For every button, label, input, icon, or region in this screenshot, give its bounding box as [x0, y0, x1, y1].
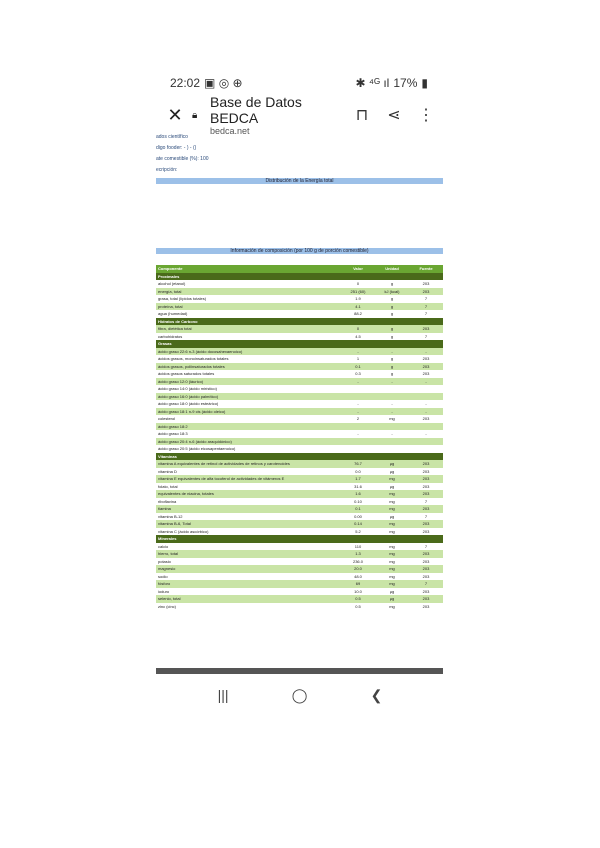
cell-component: vitamina E equivalentes de alfa tocoferol de actividades de vitámeros E — [156, 475, 341, 483]
cell-value: 0.5 — [341, 595, 375, 603]
cell-source: 7 — [409, 303, 443, 311]
cell-value — [341, 273, 375, 281]
cell-unit: µg — [375, 595, 409, 603]
cell-unit: - — [375, 348, 409, 356]
cell-value — [341, 438, 375, 446]
cell-unit: mg — [375, 490, 409, 498]
group-row — [156, 340, 443, 348]
cell-unit — [375, 385, 409, 393]
table-row — [156, 288, 443, 296]
cell-component: ioduro — [156, 588, 341, 596]
cell-unit: mg — [375, 603, 409, 611]
table-row — [156, 415, 443, 423]
cell-source: - — [409, 348, 443, 356]
table-row — [156, 408, 443, 416]
cell-source: 203 — [409, 415, 443, 423]
table-row — [156, 460, 443, 468]
cell-source: - — [409, 378, 443, 386]
cell-component: grasa, total (lípidos totales) — [156, 295, 341, 303]
cell-component: vitamina A equivalentes de retinol de actividades de retinos y carotenoides — [156, 460, 341, 468]
cell-component: vitamina B-12 — [156, 513, 341, 521]
table-row — [156, 513, 443, 521]
table-row — [156, 483, 443, 491]
cell-component: vitamina B-6, Total — [156, 520, 341, 528]
table-row — [156, 333, 443, 341]
cell-value: 88.2 — [341, 310, 375, 318]
cell-unit: mg — [375, 573, 409, 581]
cell-value: 1 — [341, 355, 375, 363]
cell-value: 1.3 — [341, 550, 375, 558]
table-row — [156, 520, 443, 528]
cell-component: tiamina — [156, 505, 341, 513]
cell-unit: g — [375, 363, 409, 371]
cell-component: alcohol (etanol) — [156, 280, 341, 288]
cell-source — [409, 438, 443, 446]
cell-value: 0.1 — [341, 363, 375, 371]
header-componente: Componente — [156, 265, 341, 273]
info-line: ecripción: — [156, 167, 178, 173]
cell-value: 0.0 — [341, 468, 375, 476]
cell-component: fósforo — [156, 580, 341, 588]
cell-component: equivalentes de niacina, totales — [156, 490, 341, 498]
cell-source: - — [409, 400, 443, 408]
table-row — [156, 528, 443, 536]
cell-source — [409, 318, 443, 326]
cell-component: ácido graso 18:0 (ácido esteárico) — [156, 400, 341, 408]
cell-value: 0 — [341, 280, 375, 288]
cell-value: 4.5 — [341, 333, 375, 341]
table-row — [156, 355, 443, 363]
cell-source: 203 — [409, 603, 443, 611]
table-header — [156, 265, 443, 273]
notification-icons: ▣ ◎ ⊕ — [204, 76, 243, 90]
cell-unit: - — [375, 378, 409, 386]
cell-value: 20.0 — [341, 565, 375, 573]
cell-unit: - — [375, 430, 409, 438]
cell-source — [409, 535, 443, 543]
info-line: digo fooder: - ) - () — [156, 145, 197, 151]
cell-value: - — [341, 378, 375, 386]
cell-component: ácido graso 14:0 (ácido mirístico) — [156, 385, 341, 393]
cell-component: ácido graso 18:3 — [156, 430, 341, 438]
cell-component: Vitaminas — [156, 453, 341, 461]
cell-value: 236.0 — [341, 558, 375, 566]
cell-value: 5.2 — [341, 528, 375, 536]
cell-value: 1.6 — [341, 490, 375, 498]
share-icon[interactable]: ⋖ — [387, 107, 401, 124]
cell-source: 203 — [409, 595, 443, 603]
cell-unit: g — [375, 370, 409, 378]
cell-value: 0.5 — [341, 603, 375, 611]
cell-value: 1.9 — [341, 295, 375, 303]
cell-unit — [375, 393, 409, 401]
cell-value: 10.0 — [341, 588, 375, 596]
table-row — [156, 438, 443, 446]
cell-source — [409, 273, 443, 281]
cell-unit — [375, 423, 409, 431]
cell-value: - — [341, 408, 375, 416]
table-row — [156, 595, 443, 603]
cell-source — [409, 385, 443, 393]
info-line[interactable]: ados científico — [156, 134, 188, 140]
group-row — [156, 535, 443, 543]
cell-component: ácido graso 20:4 n-6 (ácido araquidónico) — [156, 438, 341, 446]
cell-unit: kJ (kcal) — [375, 288, 409, 296]
cell-value: 0.3 — [341, 370, 375, 378]
cell-source: 7 — [409, 310, 443, 318]
page-footer-bar — [156, 668, 443, 674]
cell-source: 203 — [409, 288, 443, 296]
cell-unit: g — [375, 295, 409, 303]
table-row — [156, 295, 443, 303]
table-row — [156, 378, 443, 386]
cell-unit — [375, 318, 409, 326]
more-options-icon[interactable]: ⋮ — [418, 107, 434, 124]
table-row — [156, 400, 443, 408]
group-row — [156, 453, 443, 461]
table-row — [156, 280, 443, 288]
cell-source: 203 — [409, 588, 443, 596]
cell-unit: g — [375, 310, 409, 318]
table-row — [156, 393, 443, 401]
cell-component: magnesio — [156, 565, 341, 573]
cell-component: ácidos grasos, poliinsaturados totales — [156, 363, 341, 371]
cell-unit: mg — [375, 505, 409, 513]
page-title-area[interactable] — [210, 94, 346, 137]
cell-source: 203 — [409, 565, 443, 573]
cell-source: 203 — [409, 460, 443, 468]
cell-unit — [375, 438, 409, 446]
cell-component: riboflavina — [156, 498, 341, 506]
cell-value — [341, 393, 375, 401]
table-row — [156, 468, 443, 476]
cell-source: - — [409, 408, 443, 416]
bookmark-icon[interactable]: ⊓ — [355, 107, 369, 124]
cell-source: 203 — [409, 573, 443, 581]
cell-source: 203 — [409, 468, 443, 476]
cell-component: calcio — [156, 543, 341, 551]
table-row — [156, 475, 443, 483]
table-row — [156, 325, 443, 333]
table-row — [156, 498, 443, 506]
table-row — [156, 550, 443, 558]
cell-source: 7 — [409, 543, 443, 551]
cell-unit: g — [375, 280, 409, 288]
navigation-bar — [186, 680, 414, 710]
cell-source: 203 — [409, 483, 443, 491]
cell-source: 7 — [409, 513, 443, 521]
cell-source: 203 — [409, 280, 443, 288]
cell-component: Hidratos de Carbono — [156, 318, 341, 326]
cell-source: 203 — [409, 550, 443, 558]
table-row — [156, 573, 443, 581]
table-row — [156, 490, 443, 498]
cell-source: 7 — [409, 498, 443, 506]
table-row — [156, 423, 443, 431]
cell-source: 203 — [409, 528, 443, 536]
cell-component: ácidos grasos, monoinsaturados totales — [156, 355, 341, 363]
cell-unit: mg — [375, 498, 409, 506]
clock: 22:02 — [170, 76, 201, 90]
recent-apps-icon[interactable]: ||| — [217, 687, 229, 703]
cell-value: - — [341, 430, 375, 438]
table-row — [156, 385, 443, 393]
cell-component: zinc (cinc) — [156, 603, 341, 611]
cell-unit: mg — [375, 415, 409, 423]
cell-source: 203 — [409, 325, 443, 333]
cell-component: selenio, total — [156, 595, 341, 603]
table-row — [156, 588, 443, 596]
cell-value — [341, 453, 375, 461]
cell-value — [341, 340, 375, 348]
cell-source — [409, 340, 443, 348]
table-row — [156, 565, 443, 573]
header-unidad: Unidad — [375, 265, 409, 273]
cell-unit — [375, 535, 409, 543]
cell-component: carbohidratos — [156, 333, 341, 341]
cell-unit: g — [375, 333, 409, 341]
cell-unit: mg — [375, 475, 409, 483]
page-title: Base de Datos BEDCA — [210, 93, 302, 126]
cell-value: 0.14 — [341, 520, 375, 528]
cell-value: 251 (60) — [341, 288, 375, 296]
cell-unit: - — [375, 408, 409, 416]
cell-unit: mg — [375, 580, 409, 588]
cell-component: ácido graso 18:1 n-9 cis (ácido oleico) — [156, 408, 341, 416]
cell-source: 7 — [409, 333, 443, 341]
cell-component: ácido graso 18:2 — [156, 423, 341, 431]
cell-component: folato, total — [156, 483, 341, 491]
cell-component: Proximales — [156, 273, 341, 281]
cell-source: 203 — [409, 505, 443, 513]
cell-unit: µg — [375, 513, 409, 521]
cell-source: 203 — [409, 558, 443, 566]
cell-source — [409, 393, 443, 401]
cell-source: 7 — [409, 580, 443, 588]
table-row — [156, 580, 443, 588]
cell-source: 203 — [409, 490, 443, 498]
cell-unit — [375, 453, 409, 461]
table-row — [156, 543, 443, 551]
cell-unit: mg — [375, 520, 409, 528]
cell-value — [341, 445, 375, 453]
cell-unit: µg — [375, 588, 409, 596]
info-line: ate comestible (%): 100 — [156, 156, 209, 162]
composition-heading: Información de composición (por 100 g de porción comestible) — [156, 248, 443, 254]
cell-value — [341, 423, 375, 431]
cell-value: 110 — [341, 543, 375, 551]
cell-value: 76.7 — [341, 460, 375, 468]
page-url: bedca.net — [210, 125, 250, 136]
cell-component: colesterol — [156, 415, 341, 423]
back-icon[interactable]: ❮ — [370, 686, 383, 703]
cell-component: proteína, total — [156, 303, 341, 311]
table-row — [156, 430, 443, 438]
table-row — [156, 505, 443, 513]
cell-component: ácido graso 16:0 (ácido palmítico) — [156, 393, 341, 401]
cell-source: - — [409, 430, 443, 438]
cell-unit: mg — [375, 550, 409, 558]
cell-unit — [375, 445, 409, 453]
cell-value: 69 — [341, 580, 375, 588]
cell-unit: g — [375, 325, 409, 333]
cell-value: - — [341, 400, 375, 408]
cell-component: Grasas — [156, 340, 341, 348]
cell-value — [341, 318, 375, 326]
cell-unit: g — [375, 303, 409, 311]
cell-value: 31.6 — [341, 483, 375, 491]
table-row — [156, 310, 443, 318]
cell-value: 0.1 — [341, 505, 375, 513]
table-row — [156, 303, 443, 311]
close-icon[interactable]: ✕ — [167, 104, 183, 125]
cell-source — [409, 453, 443, 461]
cell-component: hierro, total — [156, 550, 341, 558]
header-fuente: Fuente — [409, 265, 443, 273]
food-info — [156, 132, 443, 176]
cell-component: Minerales — [156, 535, 341, 543]
cell-component: energía, total — [156, 288, 341, 296]
table-row — [156, 603, 443, 611]
cell-unit: mg — [375, 528, 409, 536]
cell-component: fibra, dietética total — [156, 325, 341, 333]
cell-component: ácidos grasos saturados totales — [156, 370, 341, 378]
cell-source: 203 — [409, 355, 443, 363]
cell-value: - — [341, 348, 375, 356]
battery-icon: ▮ — [421, 76, 428, 90]
group-row — [156, 273, 443, 281]
cell-component: ácido graso 12:0 (láurico) — [156, 378, 341, 386]
cell-unit: - — [375, 400, 409, 408]
cell-source: 203 — [409, 520, 443, 528]
battery-level: 17% — [393, 76, 418, 90]
table-row — [156, 348, 443, 356]
home-icon[interactable]: ◯ — [291, 686, 308, 703]
composition-table — [156, 265, 443, 610]
cell-source — [409, 423, 443, 431]
cell-value: 0 — [341, 325, 375, 333]
cell-value: 4.1 — [341, 303, 375, 311]
lock-icon: 🔒︎ — [192, 109, 198, 121]
cell-component: ácido graso 22:6 n-3 (ácido docosahexaenoico) — [156, 348, 341, 356]
cell-unit: µg — [375, 483, 409, 491]
cell-value — [341, 535, 375, 543]
status-bar — [170, 74, 432, 92]
group-row — [156, 318, 443, 326]
cell-component: potasio — [156, 558, 341, 566]
table-row — [156, 363, 443, 371]
cell-value: 2 — [341, 415, 375, 423]
cell-unit: µg — [375, 468, 409, 476]
cell-source: 203 — [409, 475, 443, 483]
cell-source — [409, 445, 443, 453]
header-valor: Valor — [341, 265, 375, 273]
cell-value: 0.10 — [341, 498, 375, 506]
cell-unit: mg — [375, 565, 409, 573]
cell-unit: mg — [375, 558, 409, 566]
cell-source: 7 — [409, 295, 443, 303]
cell-source: 203 — [409, 363, 443, 371]
cell-value: 48.0 — [341, 573, 375, 581]
cell-unit — [375, 273, 409, 281]
cell-component: sodio — [156, 573, 341, 581]
cell-value: 0.00 — [341, 513, 375, 521]
cell-unit: mg — [375, 543, 409, 551]
cell-component: agua (humedad) — [156, 310, 341, 318]
table-row — [156, 445, 443, 453]
signal-icons: ✱ ⁴ᴳ ıl — [355, 76, 390, 90]
table-row — [156, 370, 443, 378]
cell-source: 203 — [409, 370, 443, 378]
browser-app-bar — [162, 93, 442, 136]
cell-unit — [375, 340, 409, 348]
cell-component: vitamina C (ácido ascórbico) — [156, 528, 341, 536]
cell-component: ácido graso 20:5 (ácido eicosapentaenoico) — [156, 445, 341, 453]
cell-value — [341, 385, 375, 393]
cell-unit: µg — [375, 460, 409, 468]
cell-unit: g — [375, 355, 409, 363]
cell-value: 1.7 — [341, 475, 375, 483]
energy-distribution-heading: Distribución de la Energía total — [156, 178, 443, 184]
table-row — [156, 558, 443, 566]
cell-component: vitamina D — [156, 468, 341, 476]
